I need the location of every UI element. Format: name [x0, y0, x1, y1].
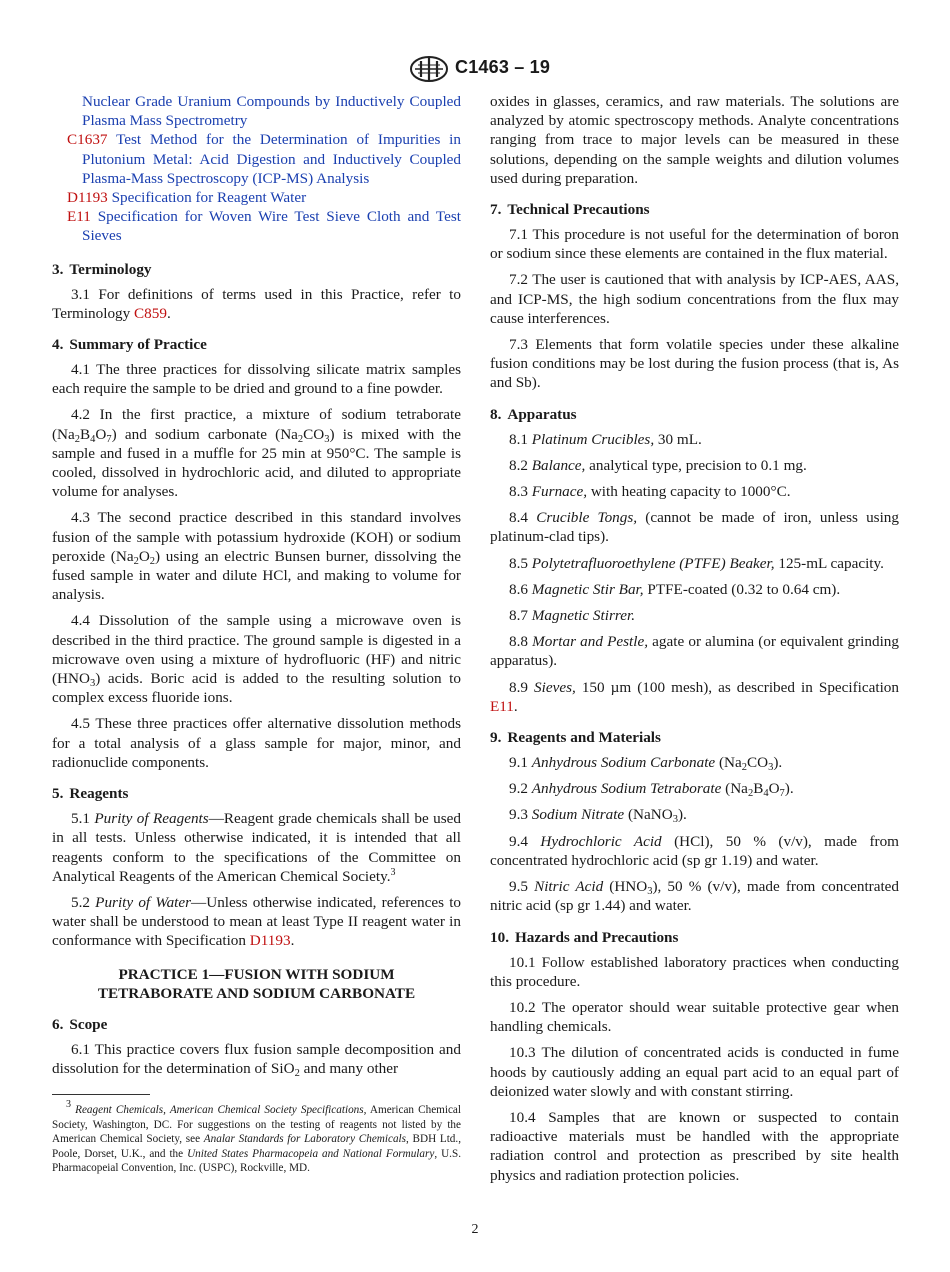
paragraph: 4.1 The three practices for dissolving silicate matrix samples each require the sample to be dried and ground to a fine powder. [52, 361, 461, 398]
section-heading: 10. Hazards and Precautions [490, 928, 679, 946]
document-designation: C1463 – 19 [455, 57, 551, 77]
footnote-divider [52, 1094, 150, 1095]
reagent-item: 9.5 Nitric Acid $(HNO_3)$, 50 % (v/v), made from concentrated nitric acid (sp gr 1.44) and water. [490, 878, 900, 915]
section-heading: 7. Technical Precautions [490, 201, 650, 219]
right-column [490, 92, 899, 1192]
paragraph: 10.3 The dilution of concentrated acids is conducted in fume hoods by cautiously adding an equal part acid to an equal part of deionized water slowly and with constant stirring. [490, 1044, 899, 1100]
section-heading: 8. Apparatus [490, 405, 577, 423]
reagent-item: 9.2 Anhydrous Sodium Tetraborate $(Na_2B_4O_7)$. [509, 780, 794, 800]
reference-link[interactable]: Nuclear Grade Uranium Compounds by Inductively Coupled Plasma Mass Spectrometry [82, 93, 461, 130]
apparatus-item: 8.1 Platinum Crucibles, 30 mL. [509, 430, 702, 448]
reference-item [52, 130, 461, 188]
paragraph: 4.3 The second practice described in this standard involves fusion of the sample with potassium hydroxide (KOH) or sodium peroxide $(Na_2O_2)$ using an electric Bunsen burner, dissolving the fused sample in water and dilute HCl, and making to volume for analysis. [52, 509, 461, 604]
reference-item [52, 92, 461, 130]
paragraph: 10.1 Follow established laboratory practices when conducting this procedure. [490, 953, 899, 990]
reference-link[interactable]: Test Method for the Determination of Impurities in Plutonium Metal: Acid Digestion and Inductively Coupled Plasma-Mass Spectroscopy (ICP-MS) Analysis [82, 131, 461, 187]
section-heading: 4. Summary of Practice [52, 336, 207, 354]
astm-logo-icon [409, 56, 449, 82]
apparatus-item: 8.4 Crucible Tongs, (cannot be made of iron, unless using platinum-clad tips). [490, 509, 899, 546]
apparatus-item: 8.6 Magnetic Stir Bar, PTFE-coated (0.32 to 0.64 cm). [509, 580, 841, 598]
specification-link[interactable]: E11 [490, 697, 514, 715]
apparatus-item: 8.3 Furnace, with heating capacity to 1000°C. [509, 483, 791, 501]
footnote: $^3$ Reagent Chemicals, American Chemical Society Specifications, American Chemical Society, Washington, DC. For suggestions on the testing of reagents not listed by the American Chemical Society, see Analar Standards for Laboratory Chemicals, BDH Ltd., Poole, Dorset, U.K., and the United States Pharmacopeia and National Formulary, U.S. Pharmacopeial Convention, Inc. (USPC), Rockville, MD. [52, 1099, 462, 1175]
paragraph: 7.2 The user is cautioned that with analysis by ICP-AES, AAS, and ICP-MS, the high sodium concentrations from the flux may cause interferences. [490, 271, 899, 327]
paragraph: 6.1 This practice covers flux fusion sample decomposition and dissolution for the determination of SiO$_2$ and many other [52, 1040, 461, 1079]
paragraph: 5.1 Purity of Reagents—Reagent grade chemicals shall be used in all tests. Unless otherwise indicated, it is intended that all reagents conform to the specifications of the Committee on Analytical Reagents of the American Chemical Society.$^3$ [52, 810, 462, 885]
apparatus-item: 8.8 Mortar and Pestle, agate or alumina (or equivalent grinding apparatus). [490, 633, 899, 670]
footnote-ref[interactable]: 3 [390, 866, 396, 878]
section-heading: 3. Terminology [52, 260, 152, 278]
reagent-item: 9.4 Hydrochloric Acid (HCl), 50 % (v/v), made from concentrated hydrochloric acid (sp gr 1.19) and water. [490, 832, 899, 869]
reference-code[interactable]: E11 [67, 208, 91, 226]
page-number: 2 [471, 1222, 479, 1237]
reference-link[interactable]: Specification for Reagent Water [111, 189, 307, 207]
paragraph: 10.4 Samples that are known or suspected to contain radioactive materials must be handled with the appropriate radiation control and protection as prescribed by site health physics and radiation protection policies. [490, 1108, 899, 1184]
apparatus-item: 8.2 Balance, analytical type, precision to 0.1 mg. [509, 456, 807, 474]
paragraph: 7.1 This procedure is not useful for the determination of boron or sodium since these elements are contained in the flux material. [490, 226, 899, 263]
reagent-item: 9.3 Sodium Nitrate (NaNO$_3$). [509, 806, 687, 826]
reference-code[interactable]: D1193 [67, 189, 108, 207]
page-header [0, 56, 950, 82]
paragraph: 5.2 Purity of Water—Unless otherwise indicated, references to water shall be understood to mean at least Type II reagent water in conformance with Specification D1193. [52, 893, 462, 950]
paragraph: oxides in glasses, ceramics, and raw materials. The solutions are analyzed by atomic spectroscopy methods. Analyte concentrations ranging from trace to major levels can be measured in these solutions, depending on the sample weights and dilution volumes used during preparation. [490, 93, 899, 187]
terminology-link[interactable]: C859 [134, 304, 167, 322]
reference-code[interactable]: C1637 [67, 131, 108, 149]
reagent-item: 9.1 Anhydrous Sodium Carbonate $(Na_2CO_3)$. [509, 754, 783, 774]
paragraph: 3.1 For definitions of terms used in this Practice, refer to Terminology C859. [52, 285, 461, 322]
left-column [52, 92, 461, 1085]
section-heading: 9. Reagents and Materials [490, 729, 661, 747]
section-heading: 5. Reagents [52, 785, 129, 803]
practice-heading: PRACTICE 1—FUSION WITH SODIUM TETRABORATE AND SODIUM CARBONATE [97, 965, 416, 1002]
section-heading: 6. Scope [52, 1015, 108, 1033]
apparatus-item: 8.5 Polytetrafluoroethylene (PTFE) Beaker, 125-mL capacity. [509, 554, 884, 572]
paragraph: 7.3 Elements that form volatile species under these alkaline fusion conditions may be lost during the fusion process (that is, As and Sb). [490, 336, 899, 392]
apparatus-item: 8.9 Sieves, 150 µm (100 mesh), as described in Specification E11. [490, 678, 899, 715]
reference-link[interactable]: Specification for Woven Wire Test Sieve Cloth and Test Sieves [82, 208, 461, 245]
specification-link[interactable]: D1193 [249, 932, 291, 950]
paragraph: 4.4 Dissolution of the sample using a microwave oven is described in the third practice. The ground sample is digested in a microwave oven using a mixture of hydrofluoric (HF) and nitric $(HNO_3)$ acids. Boric acid is added to the resulting solution to complex excess fluoride ions. [52, 612, 461, 707]
reference-item [52, 188, 461, 207]
paragraph: 4.5 These three practices offer alternative dissolution methods for a total analysis of a glass sample for major, minor, and radionuclide components. [52, 715, 461, 771]
apparatus-item: 8.7 Magnetic Stirrer. [509, 607, 635, 625]
paragraph: 4.2 In the first practice, a mixture of sodium tetraborate $(Na_2B_4O_7)$ and sodium carbonate $(Na_2CO_3)$ is mixed with the sample and fused in a muffle for 25 min at 950°C. The sample is cooled, dissolved in hydrochloric acid, and diluted to appropriate volume for analyses. [52, 406, 461, 501]
paragraph: 10.2 The operator should wear suitable protective gear when handling chemicals. [490, 998, 899, 1036]
reference-item [52, 207, 461, 245]
